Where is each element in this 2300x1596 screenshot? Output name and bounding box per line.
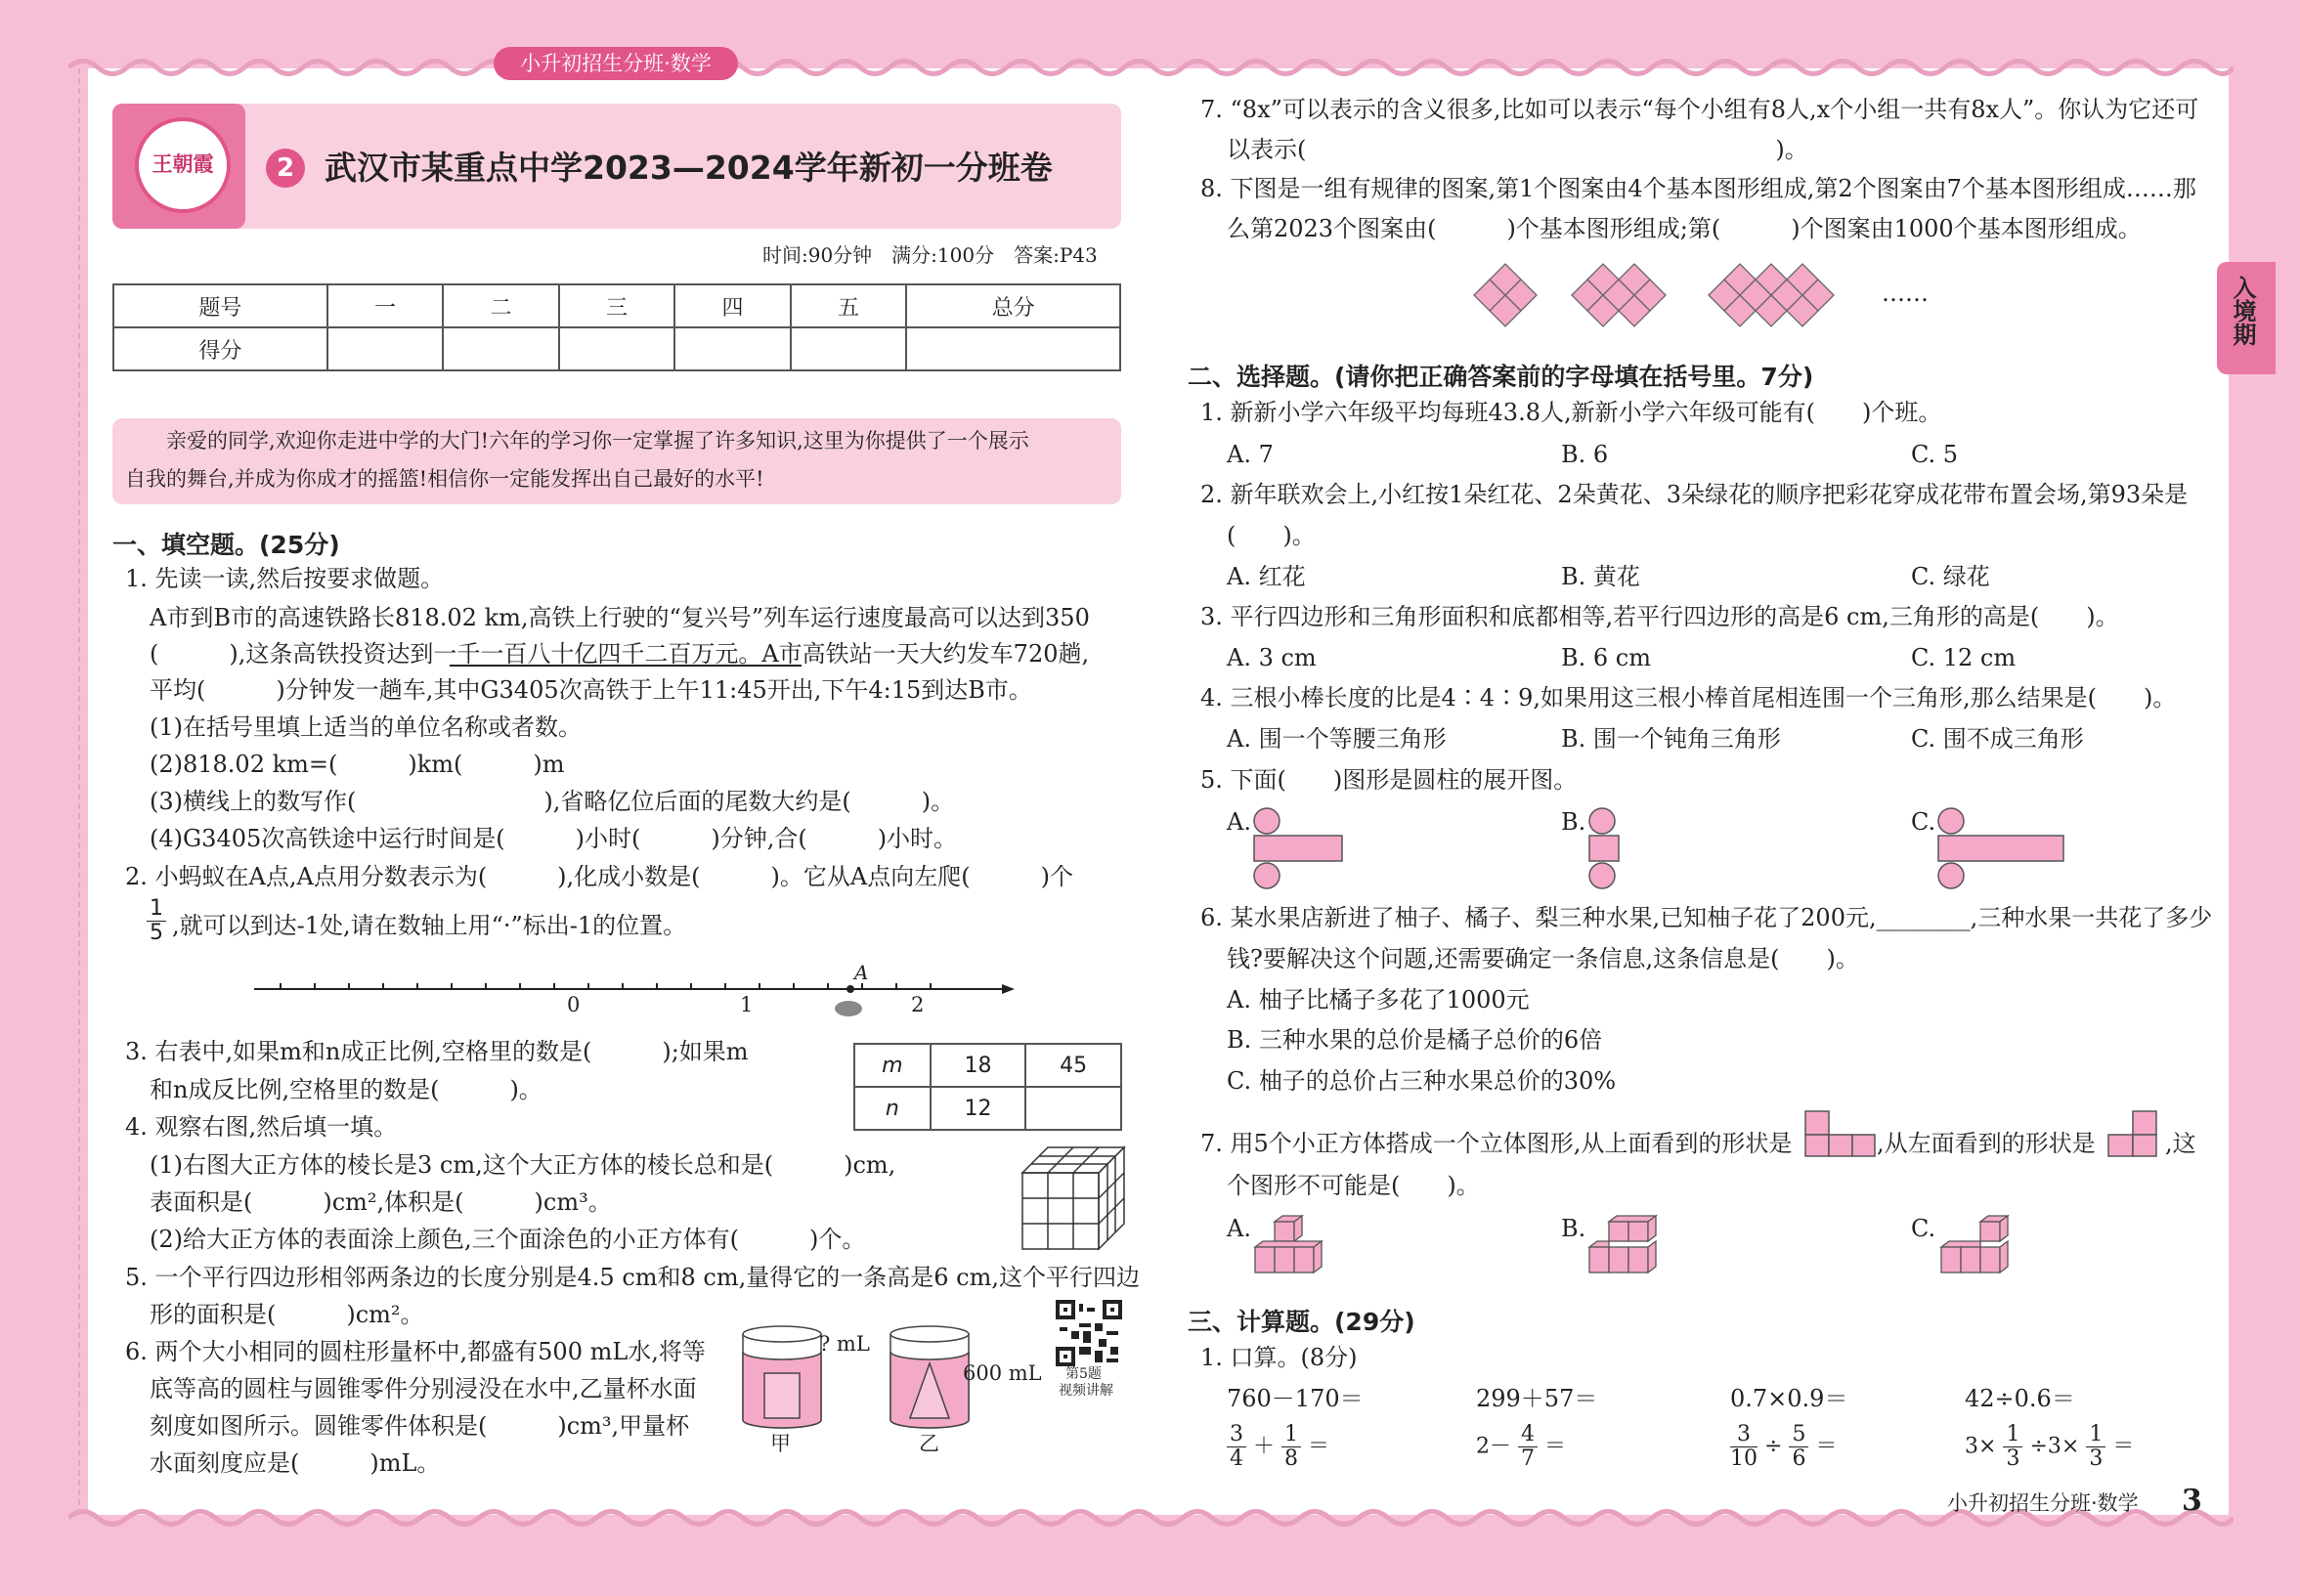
question-text: 水面刻度应是( )mL。 — [150, 1449, 441, 1477]
equals: ＝ — [1544, 1434, 1567, 1459]
question-text: 底等高的圆柱与圆锥零件分别浸没在水中,乙量杯水面 — [150, 1375, 697, 1402]
logo-text: 王朝霞 — [152, 151, 214, 176]
numerator: 4 — [1518, 1423, 1538, 1447]
question-text: 3. 平行四边形和三角形面积和底都相等,若平行四边形的高是6 cm,三角形的高是( )。 — [1200, 603, 2119, 630]
whole-part: 3× — [1965, 1434, 1997, 1459]
question-text: (2)818.02 km=( )km( )m — [150, 751, 565, 778]
pattern-figures — [1466, 256, 1857, 334]
top-view-figure — [1803, 1109, 1877, 1158]
calc-item: 299＋57＝ — [1476, 1385, 1598, 1412]
question-text: (3)横线上的数写作( ),省略亿位后面的尾数大约是( )。 — [150, 788, 955, 815]
denominator: 5 — [150, 921, 163, 945]
question-text: 3. 右表中,如果m和n成正比例,空格里的数是( );如果m — [125, 1038, 749, 1065]
left-dashed-margin — [78, 68, 80, 1515]
header-tab: 小升初招生分班·数学 — [494, 47, 738, 80]
score-table-header: 题号 — [113, 284, 327, 327]
option[interactable]: B. 6 cm — [1561, 644, 1651, 671]
option[interactable]: A. 红花 — [1227, 563, 1306, 590]
beaker-label: 600 mL — [963, 1361, 1042, 1385]
question-text: ( ),这条高铁投资达到一千一百八十亿四千二百万元。A市高铁站一天大约发车720趟, — [150, 640, 1090, 668]
numerator: 1 — [147, 897, 166, 922]
question-text: A市到B市的高速铁路长818.02 km,高铁上行驶的“复兴号”列车运行速度最高可以达到350 — [150, 604, 1090, 631]
cylinder-net-a — [1251, 807, 1344, 891]
option[interactable]: B. 三种水果的总价是橘子总价的6倍 — [1227, 1026, 1603, 1054]
option[interactable]: C. 围不成三角形 — [1911, 725, 2084, 753]
numerator: 5 — [1789, 1423, 1808, 1447]
tick-label: 0 — [567, 993, 581, 1016]
question-text: 钱?要解决这个问题,还需要确定一条信息,这条信息是( )。 — [1227, 945, 1859, 972]
option[interactable]: C. 12 cm — [1911, 644, 2017, 671]
table-cell[interactable] — [1025, 1087, 1121, 1130]
title-number-badge: 2 — [266, 149, 305, 188]
question-text: 1. 先读一读,然后按要求做题。 — [125, 565, 445, 592]
question-text: 1. 新新小学六年级平均每班43.8人,新新小学六年级可能有( )个班。 — [1200, 399, 1942, 426]
question-text: 2. 小蚂蚁在A点,A点用分数表示为( ),化成小数是( )。它从A点向左爬( )个 — [125, 863, 1073, 890]
bottom-wave-border — [68, 1505, 2234, 1531]
whole-part: 2－ — [1476, 1434, 1511, 1459]
operator: ÷ — [1764, 1434, 1783, 1459]
question-text: 1. 口算。(8分) — [1200, 1344, 1358, 1371]
left-view-figure — [2106, 1109, 2160, 1158]
option[interactable]: C. — [1911, 808, 1936, 836]
option[interactable]: C. 5 — [1911, 441, 1959, 468]
calc-item — [1227, 1423, 1329, 1471]
option[interactable]: B. 黄花 — [1561, 563, 1640, 590]
option[interactable]: A. 柚子比橘子多花了1000元 — [1227, 986, 1530, 1014]
table-cell: 18 — [931, 1044, 1026, 1087]
intro-line: 自我的舞台,并成为你成才的摇篮!相信你一定能发挥出自己最好的水平! — [125, 467, 764, 491]
option[interactable]: C. 柚子的总价占三种水果总价的30% — [1227, 1067, 1617, 1095]
numerator: 1 — [2086, 1423, 2105, 1447]
option[interactable]: B. — [1561, 808, 1586, 836]
question-text: (1)右图大正方体的棱长是3 cm,这个大正方体的棱长总和是( )cm, — [150, 1151, 896, 1179]
cylinder-net-b — [1584, 807, 1627, 891]
numerator: 3 — [1730, 1423, 1758, 1447]
question-text: 7. 用5个小正方体搭成一个立体图形,从上面看到的形状是 — [1200, 1130, 1793, 1157]
tick-label: 1 — [740, 993, 754, 1016]
tick-label: 2 — [911, 993, 925, 1016]
calc-item: 760－170＝ — [1227, 1385, 1364, 1412]
question-text: 5. 下面( )图形是圆柱的展开图。 — [1200, 766, 1578, 794]
option[interactable]: B. 6 — [1561, 441, 1609, 468]
question-text: 8. 下图是一组有规律的图案,第1个图案由4个基本图形组成,第2个图案由7个基本图形组成……那 — [1200, 175, 2196, 202]
question-text: ,从左面看到的形状是 — [1877, 1130, 2096, 1157]
question-text: 7. “8x”可以表示的含义很多,比如可以表示“每个小组有8人,x个小组一共有8x人”。你认为它还可 — [1200, 96, 2199, 123]
calc-item — [1730, 1423, 1837, 1471]
option[interactable]: C. 绿花 — [1911, 563, 1990, 590]
score-table-header: 二 — [443, 284, 559, 327]
question-text: 4. 三根小棒长度的比是4∶4∶9,如果用这三根小棒首尾相连围一个三角形,那么结果是( )。 — [1200, 684, 2177, 712]
question-text: 以表示( )。 — [1227, 136, 1808, 163]
qr-caption: 第5题 — [1065, 1366, 1102, 1382]
question-text: 6. 某水果店新进了柚子、橘子、梨三种水果,已知柚子花了200元,________,三种水果一共花了多少 — [1200, 904, 2213, 931]
denominator: 3 — [2006, 1446, 2020, 1471]
cube-stack-a — [1251, 1214, 1341, 1276]
question-text: 和n成反比例,空格里的数是( )。 — [150, 1076, 542, 1103]
score-cell[interactable] — [327, 327, 444, 370]
beaker-label: 乙 — [919, 1432, 939, 1455]
score-table — [112, 283, 1121, 371]
operator: ＋ — [1253, 1434, 1276, 1459]
qr-caption: 视频讲解 — [1059, 1383, 1113, 1399]
page-title: 武汉市某重点中学2023—2024学年新初一分班卷 — [325, 149, 1053, 187]
calc-item — [1965, 1423, 2134, 1471]
question-text: 4. 观察右图,然后填一填。 — [125, 1113, 398, 1141]
score-table-header: 一 — [327, 284, 444, 327]
equals: ＝ — [1815, 1434, 1838, 1459]
score-table-header: 总分 — [906, 284, 1120, 327]
question-text: 5. 一个平行四边形相邻两条边的长度分别是4.5 cm和8 cm,量得它的一条高是6 cm,这个平行四边 — [125, 1264, 1140, 1291]
calc-item: 0.7×0.9＝ — [1730, 1385, 1848, 1412]
equals: ＝ — [2112, 1434, 2135, 1459]
table-cell: 12 — [931, 1087, 1026, 1130]
question-text: ( )。 — [1227, 522, 1316, 549]
numerator: 3 — [1227, 1423, 1246, 1447]
question-text: (4)G3405次高铁途中运行时间是( )小时( )分钟,合( )小时。 — [150, 825, 958, 852]
intro-line: 亲爱的同学,欢迎你走进中学的大门!六年的学习你一定掌握了许多知识,这里为你提供了一个展示 — [166, 429, 1029, 453]
option[interactable]: A. 围一个等腰三角形 — [1227, 725, 1447, 753]
score-cell[interactable] — [906, 327, 1120, 370]
option[interactable]: C. — [1911, 1215, 1936, 1242]
score-cell[interactable] — [674, 327, 791, 370]
underline — [450, 665, 802, 667]
score-row-label: 得分 — [113, 327, 327, 370]
score-table-header: 四 — [674, 284, 791, 327]
numerator: 1 — [1281, 1423, 1301, 1447]
question-text: ,这 — [2165, 1130, 2196, 1157]
qr-code[interactable] — [1056, 1300, 1122, 1366]
top-wave-border — [68, 55, 2234, 80]
section-heading: 二、选择题。(请你把正确答案前的字母填在括号里。7分) — [1188, 363, 1814, 391]
score-cell[interactable] — [559, 327, 675, 370]
option[interactable]: A. 7 — [1227, 441, 1274, 468]
question-text: 2. 新年联欢会上,小红按1朵红花、2朵黄花、3朵绿花的顺序把彩花穿成花带布置会场,第93朵是 — [1200, 481, 2189, 508]
footer-text: 小升初招生分班·数学 — [1947, 1491, 2139, 1515]
question-text: ,就可以到达-1处,请在数轴上用“·”标出-1的位置。 — [172, 912, 687, 939]
equals: ＝ — [1308, 1434, 1330, 1459]
calc-item: 42÷0.6＝ — [1965, 1385, 2075, 1412]
section-heading: 三、计算题。(29分) — [1188, 1308, 1415, 1336]
question-text: 么第2023个图案由( )个基本图形组成;第( )个图案由1000个基本图形组成。 — [1227, 215, 2142, 242]
question-text: 形的面积是( )cm²。 — [150, 1301, 424, 1328]
operator: ÷3× — [2029, 1434, 2080, 1459]
calc-item — [1476, 1423, 1566, 1471]
number-line — [244, 963, 1017, 1021]
score-table-header: 三 — [559, 284, 675, 327]
side-tab-label: 入境期 — [2229, 276, 2256, 346]
score-cell[interactable] — [443, 327, 559, 370]
numerator: 1 — [2003, 1423, 2022, 1447]
table-cell: n — [854, 1087, 931, 1130]
question-text: (2)给大正方体的表面涂上颜色,三个面涂色的小正方体有( )个。 — [150, 1226, 866, 1253]
option[interactable]: A. — [1227, 808, 1251, 836]
exam-meta: 时间:90分钟 满分:100分 答案:P43 — [762, 243, 1098, 267]
score-cell[interactable] — [791, 327, 907, 370]
option[interactable]: A. 3 cm — [1227, 644, 1317, 671]
cube-stack-b — [1585, 1214, 1675, 1276]
denominator: 3 — [2089, 1446, 2104, 1471]
question-text: 个图形不可能是( )。 — [1227, 1172, 1480, 1199]
question-text: 平均( )分钟发一趟车,其中G3405次高铁于上午11:45开出,下午4:15到达B市。 — [150, 676, 1032, 704]
option[interactable]: B. 围一个钝角三角形 — [1561, 725, 1781, 753]
denominator: 10 — [1730, 1446, 1758, 1471]
denominator: 7 — [1521, 1446, 1535, 1471]
option[interactable]: B. — [1561, 1215, 1586, 1242]
cube-figure — [1020, 1145, 1126, 1251]
fraction — [147, 897, 166, 945]
table-cell: 45 — [1025, 1044, 1121, 1087]
question-text: 刻度如图所示。圆锥零件体积是( )cm³,甲量杯 — [150, 1412, 690, 1440]
cube-stack-c — [1937, 1214, 2027, 1276]
beaker-label: 甲 — [770, 1432, 791, 1455]
question-text: (1)在括号里填上适当的单位名称或者数。 — [150, 713, 582, 741]
page-number: 3 — [2182, 1484, 2202, 1518]
denominator: 4 — [1230, 1446, 1243, 1471]
point-label: A — [854, 961, 869, 984]
cylinder-net-c — [1935, 807, 2067, 891]
beaker-label: ? mL — [819, 1332, 870, 1356]
denominator: 8 — [1284, 1446, 1299, 1471]
section-heading: 一、填空题。(25分) — [112, 531, 340, 559]
score-table-header: 五 — [791, 284, 907, 327]
proportion-table — [853, 1043, 1122, 1131]
option[interactable]: A. — [1227, 1215, 1251, 1242]
question-text: 6. 两个大小相同的圆柱形量杯中,都盛有500 mL水,将等 — [125, 1338, 706, 1365]
table-cell: m — [854, 1044, 931, 1087]
denominator: 6 — [1792, 1446, 1806, 1471]
question-text: 表面积是( )cm²,体积是( )cm³。 — [150, 1188, 612, 1216]
ellipsis: …… — [1882, 280, 1929, 307]
